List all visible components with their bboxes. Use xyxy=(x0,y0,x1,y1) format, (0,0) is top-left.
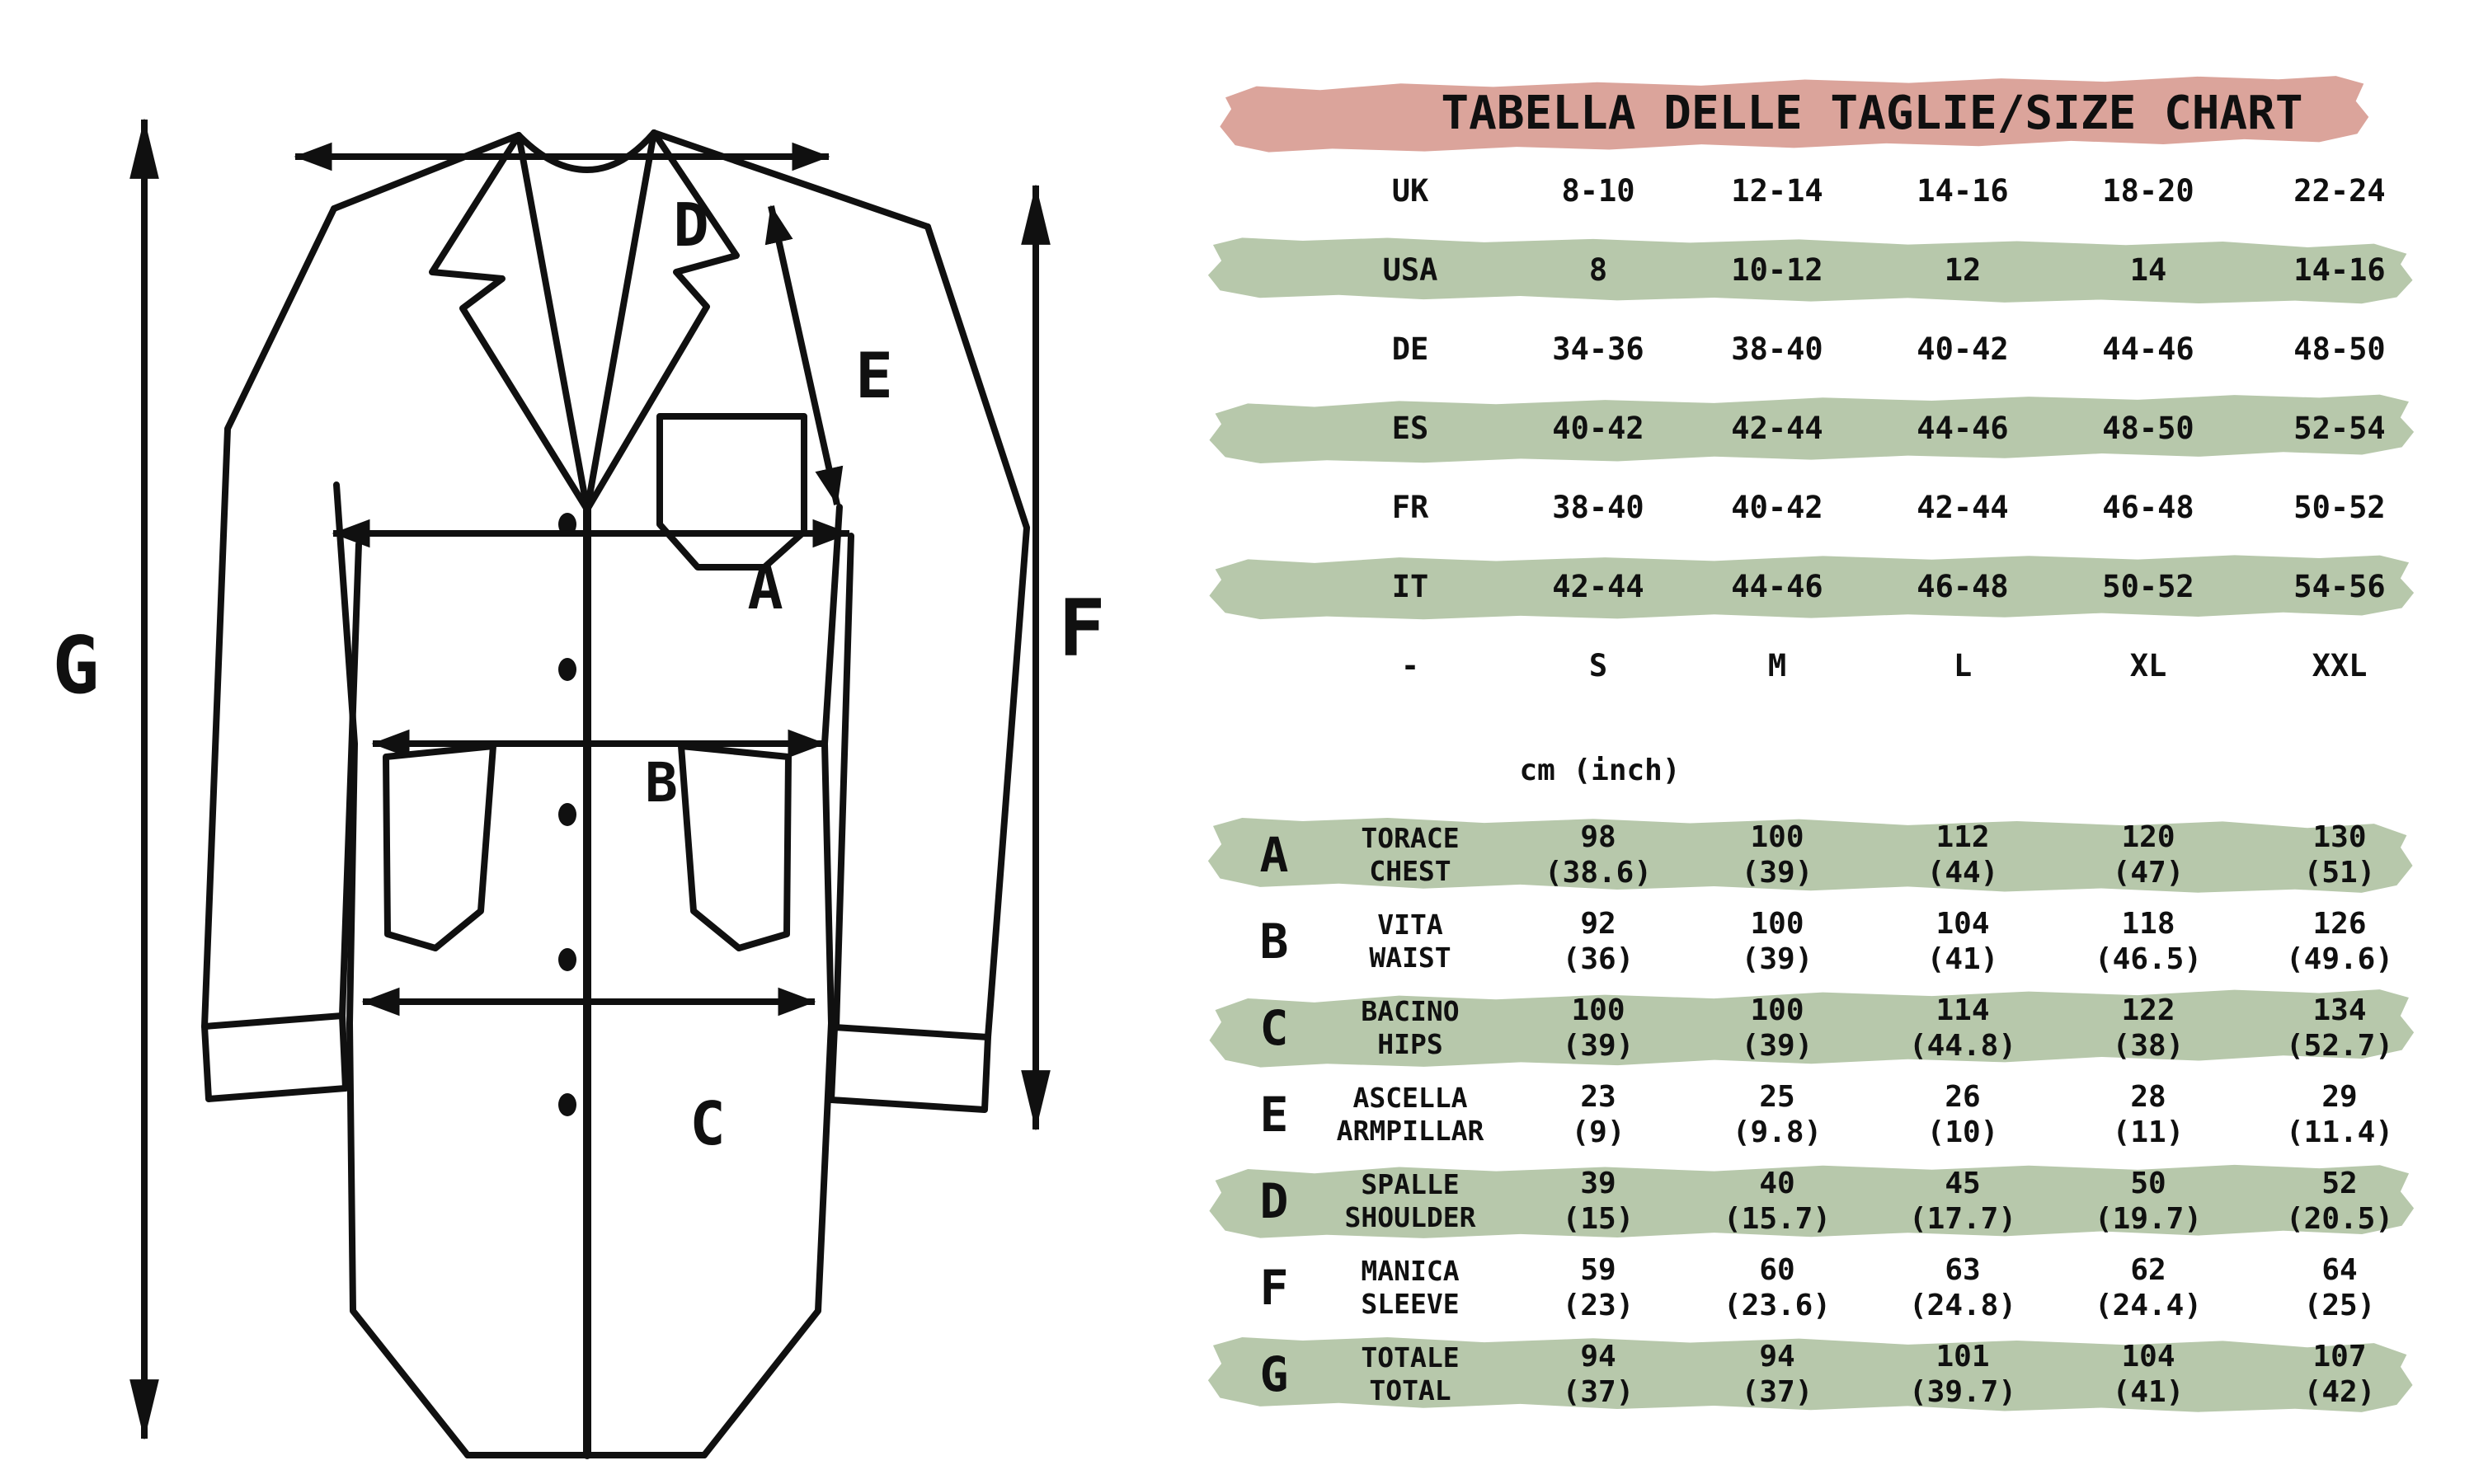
measure-value-cm: 104 xyxy=(1935,906,1990,941)
size-value: 10-12 xyxy=(1731,252,1823,288)
size-row-usa xyxy=(1204,231,2474,310)
measure-value xyxy=(1516,1333,1681,1416)
measure-value-inch: (39) xyxy=(1562,1028,1634,1063)
size-value: 14 xyxy=(2129,252,2167,288)
left-lapel xyxy=(432,135,587,510)
measure-name-en: WAIST xyxy=(1369,941,1451,974)
left-sleeve-outer xyxy=(205,209,334,1026)
size-value: 50-52 xyxy=(2293,490,2386,525)
size-value: 48-50 xyxy=(2293,331,2386,367)
neck-curve xyxy=(519,133,654,170)
size-value: 8-10 xyxy=(1561,173,1635,209)
measure-value-inch: (11.4) xyxy=(2285,1115,2394,1149)
measure-value-cm: 130 xyxy=(2312,819,2367,854)
size-value: 46-48 xyxy=(1917,569,2009,604)
measure-value xyxy=(2066,987,2231,1069)
measure-value-cm: 98 xyxy=(1580,819,1616,854)
measure-value xyxy=(1880,987,2045,1069)
measure-value xyxy=(1516,900,1681,983)
measure-value-cm: 60 xyxy=(1759,1252,1795,1287)
measure-value xyxy=(1695,900,1860,983)
measure-value-cm: 29 xyxy=(2321,1079,2358,1114)
measure-value-cm: 52 xyxy=(2321,1166,2358,1200)
measure-value-inch: (24.8) xyxy=(1908,1288,2017,1322)
size-value: 42-44 xyxy=(1731,411,1823,446)
size-value: L xyxy=(1953,648,1973,683)
measure-name-it: SPALLE xyxy=(1361,1168,1460,1201)
size-row-it xyxy=(1204,547,2474,627)
measure-value xyxy=(2066,900,2231,983)
size-region-label: ES xyxy=(1391,411,1429,446)
measure-value-inch: (47) xyxy=(2112,855,2185,890)
size-row-es xyxy=(1204,389,2474,468)
measure-value-cm: 25 xyxy=(1759,1079,1795,1114)
measure-name xyxy=(1295,1073,1526,1156)
coat-outline xyxy=(205,133,1027,1455)
size-chart-panel xyxy=(1204,0,2474,1484)
measure-value-cm: 122 xyxy=(2121,993,2175,1027)
measure-value xyxy=(2066,1160,2231,1242)
measure-value-cm: 100 xyxy=(1750,906,1804,941)
label-e: E xyxy=(855,339,893,412)
measure-name-it: TORACE xyxy=(1361,822,1460,855)
size-value: 44-46 xyxy=(1917,411,2009,446)
measure-name-en: TOTAL xyxy=(1369,1374,1451,1407)
unit-label: cm (inch) xyxy=(1519,754,1681,787)
size-value: S xyxy=(1588,648,1608,683)
measure-value-inch: (46.5) xyxy=(2094,942,2203,976)
measure-name xyxy=(1295,814,1526,896)
measure-value xyxy=(1516,1160,1681,1242)
measure-name-it: TOTALE xyxy=(1361,1341,1460,1374)
size-value: 18-20 xyxy=(2102,173,2194,209)
measure-value xyxy=(1695,1247,1860,1329)
measure-value-cm: 94 xyxy=(1759,1339,1795,1374)
measure-row-f xyxy=(1204,1247,2474,1329)
measure-row-a xyxy=(1204,814,2474,896)
coat-measurement-diagram xyxy=(0,0,1196,1484)
measure-value-inch: (23) xyxy=(1562,1288,1634,1322)
size-region-label: FR xyxy=(1391,490,1429,525)
measure-value xyxy=(1880,814,2045,896)
measure-name-en: ARMPILLAR xyxy=(1336,1114,1484,1147)
measure-value-cm: 28 xyxy=(2130,1079,2166,1114)
size-value: 40-42 xyxy=(1917,331,2009,367)
measure-letter: G xyxy=(1259,1346,1289,1402)
measure-value xyxy=(1880,1247,2045,1329)
measure-value-cm: 101 xyxy=(1935,1339,1990,1374)
right-sleeve-outer xyxy=(928,227,1027,1037)
measure-value-cm: 114 xyxy=(1935,993,1990,1027)
measure-value xyxy=(2249,1247,2430,1329)
size-value: 38-40 xyxy=(1552,490,1644,525)
measure-value-inch: (42) xyxy=(2303,1374,2376,1409)
measure-value-cm: 92 xyxy=(1580,906,1616,941)
size-value: M xyxy=(1767,648,1787,683)
size-region-label: UK xyxy=(1391,173,1429,209)
measure-name xyxy=(1295,1160,1526,1242)
measure-value-inch: (39) xyxy=(1741,942,1813,976)
measure-letter: B xyxy=(1259,913,1289,970)
measure-name-it: VITA xyxy=(1377,909,1443,942)
size-value: 12-14 xyxy=(1731,173,1823,209)
measure-value-inch: (15.7) xyxy=(1723,1201,1832,1236)
measure-value-cm: 134 xyxy=(2312,993,2367,1027)
button-icon xyxy=(558,948,576,971)
measure-letter: F xyxy=(1259,1260,1289,1316)
measure-value xyxy=(1516,814,1681,896)
size-value: 54-56 xyxy=(2293,569,2386,604)
size-value: 38-40 xyxy=(1731,331,1823,367)
measure-name xyxy=(1295,1247,1526,1329)
measure-value-inch: (44) xyxy=(1926,855,1999,890)
measure-value-inch: (37) xyxy=(1562,1374,1634,1409)
measure-value-inch: (38) xyxy=(2112,1028,2185,1063)
measure-letter: C xyxy=(1259,1000,1289,1056)
measure-value xyxy=(2249,1333,2430,1416)
measure-value xyxy=(2066,1247,2231,1329)
measure-value-inch: (19.7) xyxy=(2094,1201,2203,1236)
measure-value xyxy=(2066,814,2231,896)
measure-value xyxy=(1695,987,1860,1069)
measure-value-inch: (39) xyxy=(1741,855,1813,890)
size-value: 14-16 xyxy=(2293,252,2386,288)
measure-row-g xyxy=(1204,1333,2474,1416)
size-row-fr xyxy=(1204,468,2474,547)
label-f: F xyxy=(1058,584,1106,674)
size-region-label: USA xyxy=(1382,252,1438,288)
measure-value-inch: (39.7) xyxy=(1908,1374,2017,1409)
measure-value-inch: (39) xyxy=(1741,1028,1813,1063)
measure-value xyxy=(2066,1073,2231,1156)
measure-value xyxy=(1880,1073,2045,1156)
size-value: 40-42 xyxy=(1731,490,1823,525)
measure-value-inch: (41) xyxy=(1926,942,1999,976)
size-value: 12 xyxy=(1944,252,1982,288)
size-row-intl xyxy=(1204,627,2474,706)
measure-name-en: SLEEVE xyxy=(1361,1287,1460,1320)
measure-value-inch: (49.6) xyxy=(2285,942,2394,976)
size-value: 44-46 xyxy=(2102,331,2194,367)
measure-value-inch: (15) xyxy=(1562,1201,1634,1236)
left-waist-pocket xyxy=(386,746,493,948)
measure-value xyxy=(2249,1160,2430,1242)
measure-value-inch: (11) xyxy=(2112,1115,2185,1149)
measure-value-cm: 63 xyxy=(1945,1252,1981,1287)
measure-value xyxy=(2249,814,2430,896)
size-value: 42-44 xyxy=(1552,569,1644,604)
size-value: 34-36 xyxy=(1552,331,1644,367)
size-value: 40-42 xyxy=(1552,411,1644,446)
size-value: XXL xyxy=(2312,648,2368,683)
measure-value-cm: 100 xyxy=(1750,993,1804,1027)
measure-value xyxy=(1516,1073,1681,1156)
measure-value-inch: (52.7) xyxy=(2285,1028,2394,1063)
measure-value-inch: (10) xyxy=(1926,1115,1999,1149)
measure-value-cm: 50 xyxy=(2130,1166,2166,1200)
label-c: C xyxy=(689,1089,726,1158)
measure-name-it: ASCELLA xyxy=(1352,1082,1468,1115)
label-g: G xyxy=(52,621,100,711)
size-region-label: - xyxy=(1400,648,1420,683)
button-row xyxy=(558,513,576,1116)
measure-value-cm: 64 xyxy=(2321,1252,2358,1287)
measure-value-inch: (25) xyxy=(2303,1288,2376,1322)
measure-value-cm: 23 xyxy=(1580,1079,1616,1114)
measure-value-inch: (51) xyxy=(2303,855,2376,890)
right-cuff xyxy=(831,1027,988,1110)
size-value: XL xyxy=(2129,648,2167,683)
chest-pocket xyxy=(660,416,804,567)
size-value: 48-50 xyxy=(2102,411,2194,446)
measure-value-inch: (41) xyxy=(2112,1374,2185,1409)
size-value: 46-48 xyxy=(2102,490,2194,525)
measure-value-inch: (24.4) xyxy=(2094,1288,2203,1322)
measure-value xyxy=(2249,1073,2430,1156)
measure-letter: A xyxy=(1259,827,1289,883)
right-waist-pocket xyxy=(681,746,788,948)
measure-value-cm: 26 xyxy=(1945,1079,1981,1114)
measure-row-e xyxy=(1204,1073,2474,1156)
measure-value xyxy=(2249,987,2430,1069)
measure-value-inch: (20.5) xyxy=(2285,1201,2394,1236)
measure-value-cm: 94 xyxy=(1580,1339,1616,1374)
size-value: 14-16 xyxy=(1917,173,2009,209)
measure-value-cm: 40 xyxy=(1759,1166,1795,1200)
size-value: 44-46 xyxy=(1731,569,1823,604)
measure-value xyxy=(1695,1073,1860,1156)
measure-value-inch: (38.6) xyxy=(1544,855,1653,890)
measure-row-b xyxy=(1204,900,2474,983)
measure-value-cm: 104 xyxy=(2121,1339,2175,1374)
size-value: 22-24 xyxy=(2293,173,2386,209)
size-region-label: DE xyxy=(1391,331,1429,367)
measure-name-en: SHOULDER xyxy=(1344,1200,1476,1233)
measure-value xyxy=(2249,900,2430,983)
left-shoulder-line xyxy=(334,135,519,209)
measure-value-cm: 126 xyxy=(2312,906,2367,941)
measure-value-cm: 39 xyxy=(1580,1166,1616,1200)
measure-value-inch: (9.8) xyxy=(1732,1115,1823,1149)
measure-value-cm: 100 xyxy=(1571,993,1625,1027)
right-sleeve-inner xyxy=(836,536,851,1027)
size-row-uk xyxy=(1204,152,2474,231)
measure-letter: E xyxy=(1259,1087,1289,1143)
measure-value-inch: (9) xyxy=(1571,1115,1625,1149)
left-cuff xyxy=(205,1016,346,1099)
measure-value-cm: 62 xyxy=(2130,1252,2166,1287)
measure-value xyxy=(1695,1333,1860,1416)
button-icon xyxy=(558,803,576,826)
measure-value-inch: (37) xyxy=(1741,1374,1813,1409)
measure-name-it: BACINO xyxy=(1361,995,1460,1028)
measure-value-cm: 118 xyxy=(2121,906,2175,941)
measure-value xyxy=(1880,900,2045,983)
measure-value-cm: 107 xyxy=(2312,1339,2367,1374)
measure-letter: D xyxy=(1259,1173,1289,1229)
measure-value-inch: (23.6) xyxy=(1723,1288,1832,1322)
measure-value-cm: 120 xyxy=(2121,819,2175,854)
size-region-label: IT xyxy=(1391,569,1429,604)
measure-value xyxy=(1880,1160,2045,1242)
measure-value xyxy=(1695,814,1860,896)
measure-value xyxy=(1695,1160,1860,1242)
measure-value-cm: 112 xyxy=(1935,819,1990,854)
measure-name xyxy=(1295,1333,1526,1416)
size-value: 52-54 xyxy=(2293,411,2386,446)
measure-value-cm: 100 xyxy=(1750,819,1804,854)
measure-value xyxy=(1516,987,1681,1069)
measure-value-inch: (17.7) xyxy=(1908,1201,2017,1236)
button-icon xyxy=(558,1093,576,1116)
page-title: TABELLA DELLE TAGLIE/SIZE CHART xyxy=(1441,87,2303,140)
label-b: B xyxy=(645,751,678,815)
measure-value-cm: 59 xyxy=(1580,1252,1616,1287)
right-side-seam xyxy=(704,507,840,1455)
measure-value-inch: (44.8) xyxy=(1908,1028,2017,1063)
measure-row-c xyxy=(1204,987,2474,1069)
measure-value xyxy=(1880,1333,2045,1416)
measure-row-d xyxy=(1204,1160,2474,1242)
measure-value xyxy=(1516,1247,1681,1329)
measure-name xyxy=(1295,987,1526,1069)
measure-name xyxy=(1295,900,1526,983)
label-a: A xyxy=(747,553,783,622)
measure-name-it: MANICA xyxy=(1361,1255,1460,1288)
size-row-de xyxy=(1204,310,2474,389)
measure-value xyxy=(2066,1333,2231,1416)
measure-name-en: HIPS xyxy=(1377,1027,1443,1060)
button-icon xyxy=(558,658,576,681)
coat-diagram-svg xyxy=(0,0,1196,1484)
size-value: 50-52 xyxy=(2102,569,2194,604)
diagram-letter-labels xyxy=(52,190,1105,1158)
measure-name-en: CHEST xyxy=(1369,854,1451,887)
measure-value-inch: (36) xyxy=(1562,942,1634,976)
measure-value-cm: 45 xyxy=(1945,1166,1981,1200)
label-d: D xyxy=(673,190,709,260)
size-value: 42-44 xyxy=(1917,490,2009,525)
size-value: 8 xyxy=(1588,252,1608,288)
